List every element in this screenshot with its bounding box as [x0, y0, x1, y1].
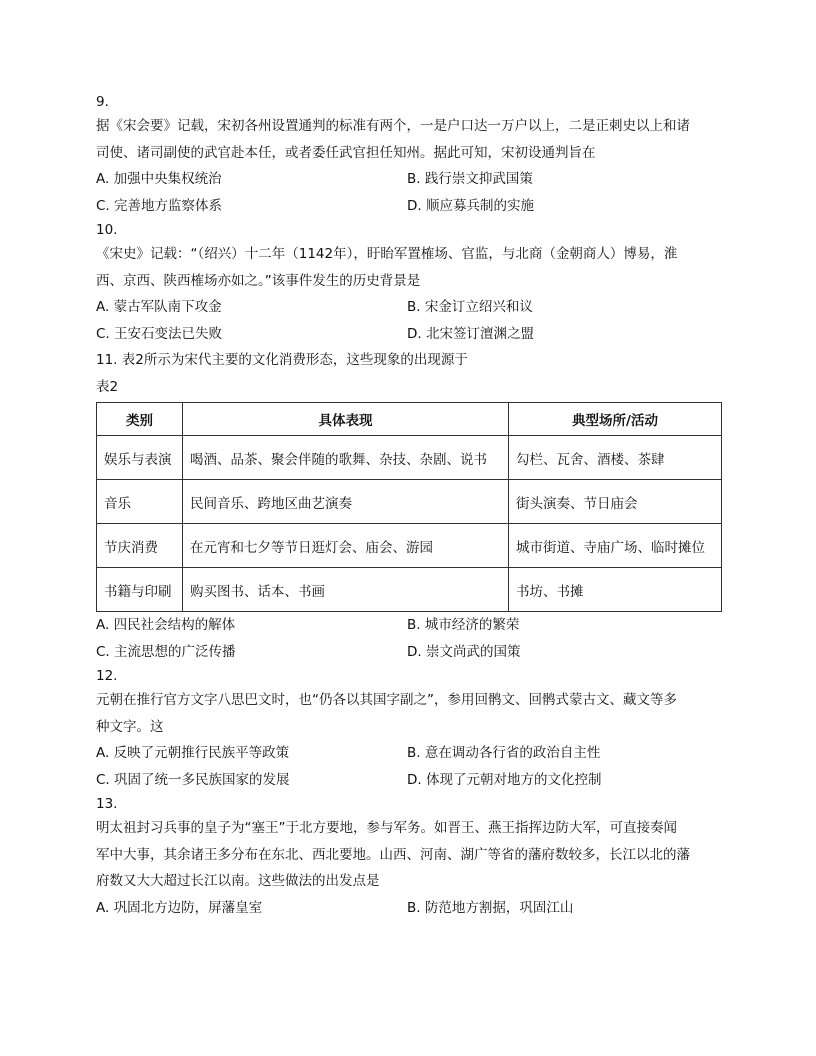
question-number: 9. [96, 94, 109, 110]
question-13 [96, 793, 722, 921]
option-b[interactable]: B. 践行崇文抑武国策 [407, 171, 533, 187]
option-b[interactable]: B. 城市经济的繁荣 [407, 617, 520, 633]
table-row [97, 436, 722, 480]
question-9 [96, 91, 722, 219]
question-text: 西、京西、陕西榷场亦如之。”该事件发生的历史背景是 [96, 272, 421, 289]
table-cell: 街头演奏、节日庙会 [509, 480, 722, 524]
column-header: 具体表现 [183, 403, 509, 436]
option-row [96, 639, 722, 666]
table-cell: 在元宵和七夕等节日逛灯会、庙会、游园 [183, 524, 509, 568]
table-cell: 节庆消费 [97, 524, 183, 568]
question-text: 据《宋会要》记载，宋初各州设置通判的标准有两个，一是户口达一万户以上，二是正刺史以上和诸 [96, 118, 690, 134]
table-row [97, 480, 722, 524]
option-row [96, 612, 722, 639]
question-10 [96, 219, 722, 347]
table-row [97, 568, 722, 612]
option-a[interactable]: A. 蒙古军队南下攻金 [96, 299, 222, 315]
table-cell: 城市街道、寺庙广场、临时摊位 [509, 524, 722, 568]
option-b[interactable]: B. 意在调动各行省的政治自主性 [407, 745, 601, 761]
option-d[interactable]: D. 崇文尚武的国策 [407, 643, 521, 660]
option-row [96, 166, 722, 193]
option-row [96, 767, 722, 794]
table-cell: 音乐 [97, 480, 183, 524]
question-11 [96, 347, 722, 665]
table-cell: 喝酒、品茶、聚会伴随的歌舞、杂技、杂剧、说书 [183, 436, 509, 480]
option-c[interactable]: C. 巩固了统一多民族国家的发展 [96, 771, 290, 788]
table-row [97, 524, 722, 568]
column-header: 典型场所/活动 [509, 403, 722, 436]
question-text: 明太祖封习兵事的皇子为“塞王”于北方要地，参与军务。如晋王、燕王指挥边防大军，可直接奏闻 [96, 820, 677, 836]
question-number: 12. [96, 668, 118, 684]
table-header-row [97, 403, 722, 436]
option-c[interactable]: C. 王安石变法已失败 [96, 325, 223, 342]
option-d[interactable]: D. 顺应募兵制的实施 [407, 197, 534, 214]
option-b[interactable]: B. 宋金订立绍兴和议 [407, 299, 533, 315]
question-text: 军中大事，其余诸王多分布在东北、西北要地。山西、河南、湖广等省的藩府数较多，长江以北的藩 [96, 846, 690, 863]
option-row [96, 321, 722, 348]
table-cell: 购买图书、话本、书画 [183, 568, 509, 612]
question-text: 11. 表2所示为宋代主要的文化消费形态，这些现象的出现源于 [96, 352, 468, 368]
table-cell: 民间音乐、跨地区曲艺演奏 [183, 480, 509, 524]
table-cell: 娱乐与表演 [97, 436, 183, 480]
option-c[interactable]: C. 主流思想的广泛传播 [96, 643, 236, 660]
question-text: 司使、诸司副使的武官赴本任，或者委任武官担任知州。据此可知，宋初设通判旨在 [96, 144, 596, 161]
question-text: 《宋史》记载：“（绍兴）十二年（1142年），盱眙军置榷场、官监，与北商（金朝商人）博易，淮 [96, 246, 678, 262]
table-title: 表2 [96, 378, 119, 395]
option-row [96, 895, 722, 922]
question-text: 元朝在推行官方文字八思巴文时，也“仍各以其国字副之”，参用回鹘文、回鹘式蒙古文、藏文等多 [96, 692, 677, 708]
table-cell: 书坊、书摊 [509, 568, 722, 612]
option-row [96, 740, 722, 767]
option-a[interactable]: A. 巩固北方边防，屏藩皇室 [96, 899, 263, 916]
option-a[interactable]: A. 四民社会结构的解体 [96, 617, 236, 633]
culture-consumption-table [96, 402, 722, 612]
table-cell: 书籍与印刷 [97, 568, 183, 612]
option-b[interactable]: B. 防范地方割据，巩固江山 [407, 899, 574, 916]
table-cell: 勾栏、瓦舍、酒楼、茶肆 [509, 436, 722, 480]
option-c[interactable]: C. 完善地方监察体系 [96, 197, 223, 214]
option-a[interactable]: A. 反映了元朝推行民族平等政策 [96, 745, 290, 761]
option-row [96, 193, 722, 220]
option-d[interactable]: D. 北宋签订澶渊之盟 [407, 325, 534, 342]
question-12 [96, 665, 722, 793]
option-row [96, 294, 722, 321]
column-header: 类别 [97, 403, 183, 436]
question-text: 府数又大大超过长江以南。这些做法的出发点是 [96, 873, 380, 889]
question-number: 10. [96, 222, 118, 238]
option-a[interactable]: A. 加强中央集权统治 [96, 171, 222, 187]
question-number: 13. [96, 796, 118, 812]
question-text: 种文字。这 [96, 718, 164, 735]
option-d[interactable]: D. 体现了元朝对地方的文化控制 [407, 771, 602, 788]
exam-page [96, 91, 722, 921]
